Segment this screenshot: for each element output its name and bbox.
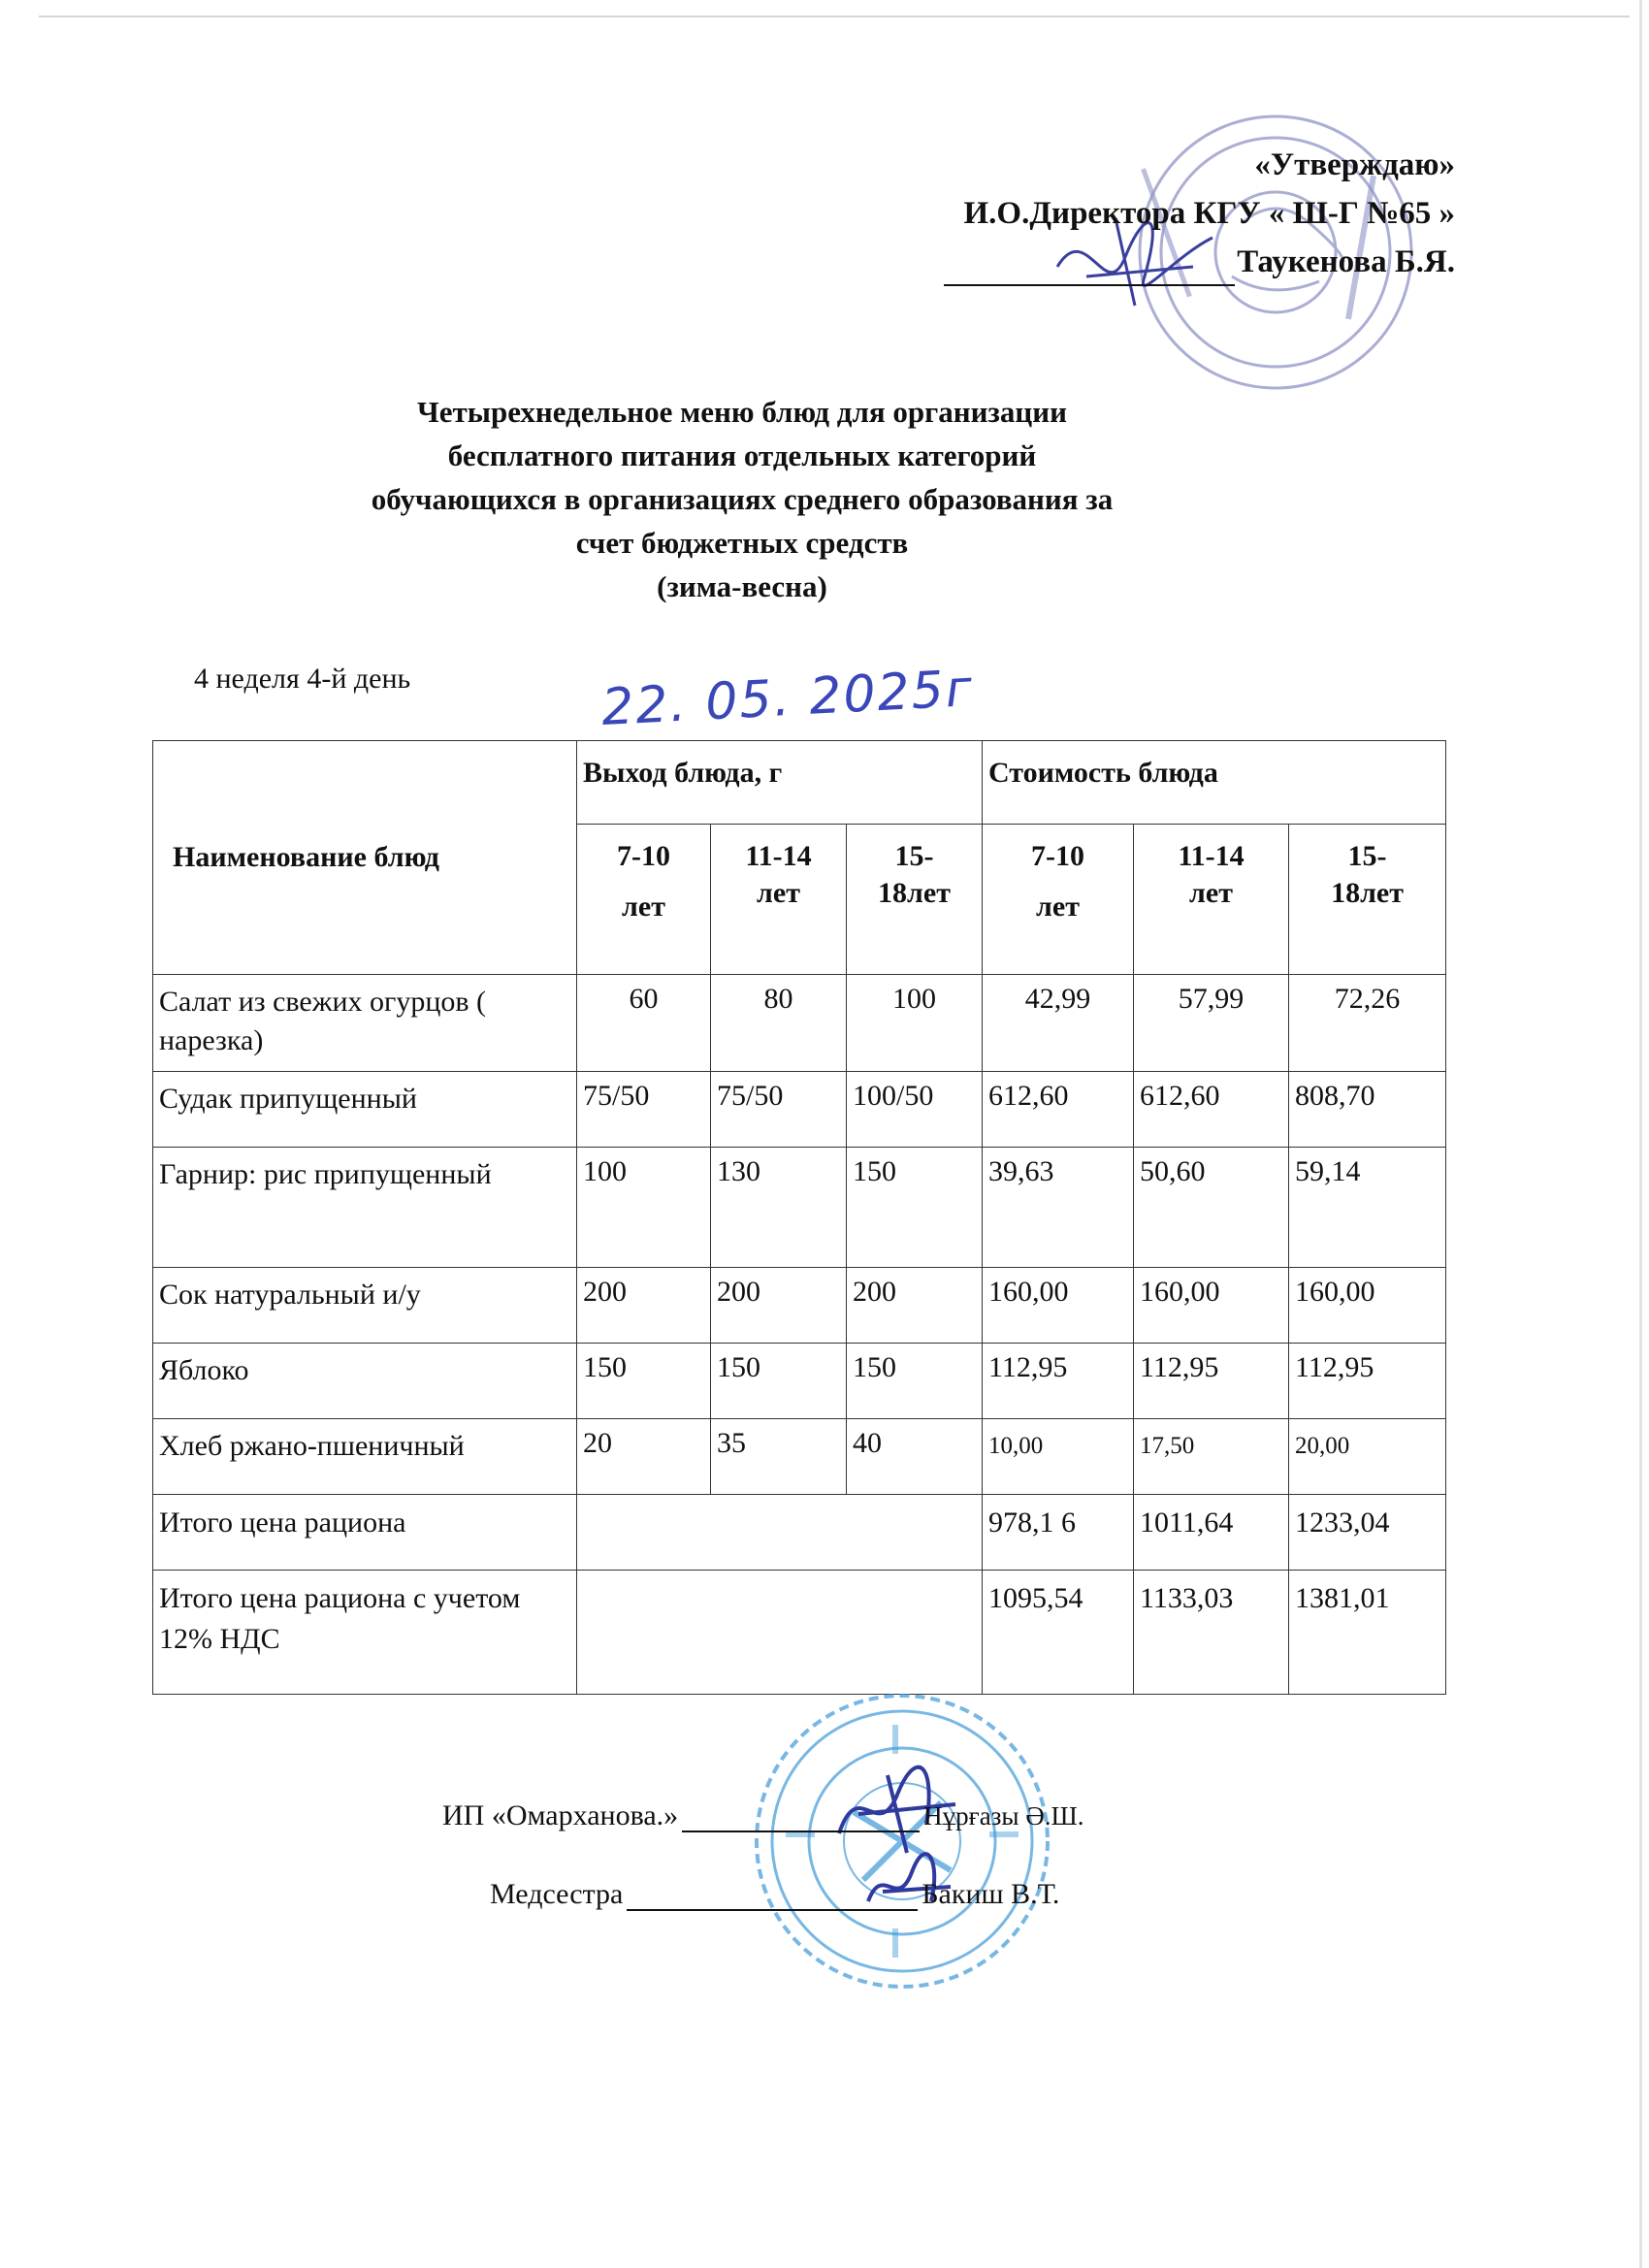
- scan-edge-top: [39, 16, 1630, 17]
- age-range: 15-: [1347, 840, 1387, 872]
- header-age-cost-1: [983, 825, 1134, 975]
- yield-15-18: 200: [847, 1268, 983, 1344]
- dish-name: Хлеб ржано-пшеничный: [153, 1419, 577, 1495]
- nurse-signature-line: [490, 1878, 1059, 1911]
- header-age-yield-2: [711, 825, 847, 975]
- table-row: [153, 1148, 1446, 1268]
- cost-15-18: 72,26: [1289, 975, 1446, 1072]
- title-line-3: обучающихся в организациях среднего образования за: [371, 482, 1114, 516]
- cost-11-14: 50,60: [1134, 1148, 1289, 1268]
- ip-label: ИП «Омарханова.»: [442, 1799, 679, 1831]
- age-unit: лет: [1036, 891, 1080, 923]
- cost-11-14: 160,00: [1134, 1268, 1289, 1344]
- approval-block: [944, 141, 1455, 286]
- approval-name: Таукенова Б.Я.: [1237, 244, 1455, 279]
- age-range: 11-14: [745, 840, 812, 872]
- header-age-yield-3: [847, 825, 983, 975]
- ip-underline: [682, 1801, 920, 1832]
- dish-name: Яблоко: [153, 1344, 577, 1419]
- ip-signature-line: [442, 1799, 1084, 1832]
- cost-15-18: 808,70: [1289, 1072, 1446, 1148]
- header-age-cost-3: [1289, 825, 1446, 975]
- yield-11-14: 150: [711, 1344, 847, 1419]
- approval-heading: «Утверждаю»: [1254, 147, 1455, 182]
- handwritten-date: 22. 05. 2025г: [599, 659, 976, 738]
- yield-11-14: 35: [711, 1419, 847, 1495]
- dish-name: Гарнир: рис припущенный: [153, 1148, 577, 1268]
- yield-11-14: 200: [711, 1268, 847, 1344]
- cost-7-10: 42,99: [983, 975, 1134, 1072]
- title-line-5: (зима-весна): [657, 569, 827, 603]
- cost-11-14: 17,50: [1134, 1419, 1289, 1495]
- total-cost-15-18: 1233,04: [1289, 1495, 1446, 1571]
- yield-11-14: 80: [711, 975, 847, 1072]
- total-row: [153, 1495, 1446, 1571]
- yield-7-10: 60: [577, 975, 711, 1072]
- cost-7-10: 612,60: [983, 1072, 1134, 1148]
- nurse-underline: [627, 1880, 918, 1911]
- cost-15-18: 160,00: [1289, 1268, 1446, 1344]
- yield-15-18: 100/50: [847, 1072, 983, 1148]
- cost-11-14: 57,99: [1134, 975, 1289, 1072]
- dish-name: Салат из свежих огурцов ( нарезка): [153, 975, 577, 1072]
- total-cost-11-14: 1011,64: [1134, 1495, 1289, 1571]
- nurse-label: Медсестра: [490, 1878, 624, 1910]
- header-cost: Стоимость блюда: [983, 741, 1446, 825]
- document-title: [242, 390, 1242, 608]
- header-age-yield-1: [577, 825, 711, 975]
- total-vat-cost-7-10: 1095,54: [983, 1571, 1134, 1695]
- yield-7-10: 200: [577, 1268, 711, 1344]
- approval-position: И.О.Директора КГУ « Ш-Г №65 »: [963, 196, 1455, 231]
- cost-15-18: 59,14: [1289, 1148, 1446, 1268]
- title-line-1: Четырехнедельное меню блюд для организации: [417, 395, 1067, 429]
- total-label: Итого цена рациона: [153, 1495, 577, 1571]
- dish-name: Судак припущенный: [153, 1072, 577, 1148]
- table-row: [153, 1072, 1446, 1148]
- yield-15-18: 100: [847, 975, 983, 1072]
- menu-table: [152, 740, 1446, 1695]
- signature-underline: [944, 251, 1235, 286]
- cost-7-10: 160,00: [983, 1268, 1134, 1344]
- total-vat-cost-11-14: 1133,03: [1134, 1571, 1289, 1695]
- age-range: 11-14: [1178, 840, 1245, 872]
- age-unit: 18лет: [1331, 877, 1404, 909]
- table-row: [153, 975, 1446, 1072]
- cost-15-18: 20,00: [1289, 1419, 1446, 1495]
- age-range: 7-10: [1031, 840, 1084, 872]
- title-line-2: бесплатного питания отдельных категорий: [447, 438, 1037, 472]
- scan-edge-right: [1639, 0, 1642, 2268]
- nurse-name: Бакиш В.Т.: [922, 1878, 1060, 1910]
- header-yield: Выход блюда, г: [577, 741, 983, 825]
- approval-signature-line: [944, 238, 1455, 286]
- yield-7-10: 100: [577, 1148, 711, 1268]
- header-dish-name: Наименование блюд: [153, 741, 577, 975]
- yield-11-14: 130: [711, 1148, 847, 1268]
- yield-15-18: 150: [847, 1148, 983, 1268]
- total-cost-7-10: 978,1 6: [983, 1495, 1134, 1571]
- cost-11-14: 612,60: [1134, 1072, 1289, 1148]
- dish-name: Сок натуральный и/у: [153, 1268, 577, 1344]
- week-day-label: 4 неделя 4-й день: [194, 663, 411, 695]
- table-row: [153, 1344, 1446, 1419]
- header-age-cost-2: [1134, 825, 1289, 975]
- age-range: 7-10: [617, 840, 670, 872]
- total-vat-row: [153, 1571, 1446, 1695]
- table-row: [153, 1268, 1446, 1344]
- total-vat-cost-15-18: 1381,01: [1289, 1571, 1446, 1695]
- cost-7-10: 39,63: [983, 1148, 1134, 1268]
- total-vat-label: Итого цена рациона с учетом 12% НДС: [153, 1571, 577, 1695]
- age-unit: лет: [757, 877, 800, 909]
- cost-11-14: 112,95: [1134, 1344, 1289, 1419]
- yield-15-18: 40: [847, 1419, 983, 1495]
- total-empty-cell: [577, 1495, 983, 1571]
- ip-name: Нұрғазы Ә.Ш.: [923, 1801, 1084, 1831]
- yield-7-10: 75/50: [577, 1072, 711, 1148]
- age-unit: лет: [1189, 877, 1233, 909]
- age-unit: лет: [622, 891, 665, 923]
- table-row: [153, 1419, 1446, 1495]
- cost-15-18: 112,95: [1289, 1344, 1446, 1419]
- yield-15-18: 150: [847, 1344, 983, 1419]
- yield-7-10: 150: [577, 1344, 711, 1419]
- cost-7-10: 112,95: [983, 1344, 1134, 1419]
- total-vat-empty-cell: [577, 1571, 983, 1695]
- yield-7-10: 20: [577, 1419, 711, 1495]
- title-line-4: счет бюджетных средств: [575, 526, 909, 560]
- yield-11-14: 75/50: [711, 1072, 847, 1148]
- cost-7-10: 10,00: [983, 1419, 1134, 1495]
- age-unit: 18лет: [878, 877, 951, 909]
- age-range: 15-: [894, 840, 934, 872]
